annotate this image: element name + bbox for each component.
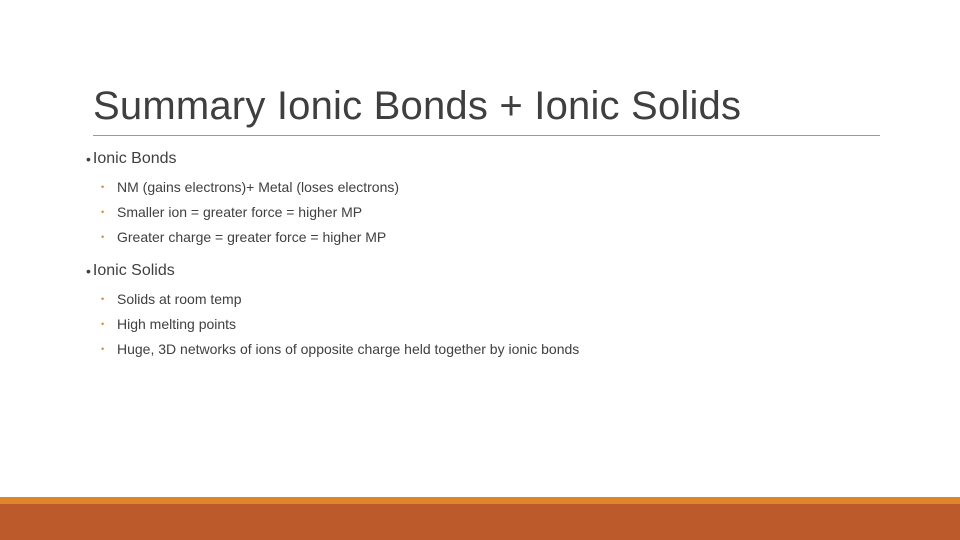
slide-title: Summary Ionic Bonds + Ionic Solids xyxy=(93,84,742,128)
bullet-icon: • xyxy=(101,318,105,329)
list-item xyxy=(86,286,906,311)
section-heading-label: Ionic Solids xyxy=(92,262,175,279)
section-ionic-solids xyxy=(86,261,906,361)
bullet-icon: • xyxy=(101,206,105,217)
bullet-icon: • xyxy=(101,293,105,304)
list-item-text: Huge, 3D networks of ions of opposite charge held together by ionic bonds xyxy=(117,340,580,357)
list-item xyxy=(86,224,906,249)
title-divider xyxy=(93,135,880,136)
section-heading xyxy=(86,149,906,169)
section-heading-label: Ionic Bonds xyxy=(92,150,177,167)
list-item-text: Solids at room temp xyxy=(117,290,242,307)
section-ionic-bonds xyxy=(86,149,906,249)
list-item xyxy=(86,336,906,361)
list-item-text: Smaller ion = greater force = higher MP xyxy=(117,203,363,220)
list-item-text: High melting points xyxy=(117,315,237,332)
list-item xyxy=(86,199,906,224)
bullet-icon: • xyxy=(101,231,105,242)
bullet-icon: • xyxy=(101,181,105,192)
section-heading xyxy=(86,261,906,281)
list-item xyxy=(86,311,906,336)
bullet-list xyxy=(86,174,906,249)
bullet-icon: • xyxy=(86,151,91,167)
list-item-text: Greater charge = greater force = higher MP xyxy=(117,228,387,245)
bullet-icon: • xyxy=(86,263,91,279)
list-item-text: NM (gains electrons)+ Metal (loses electrons) xyxy=(117,178,400,195)
list-item xyxy=(86,174,906,199)
footer-accent-stripe xyxy=(0,497,960,504)
bullet-icon: • xyxy=(101,343,105,354)
footer-band xyxy=(0,504,960,540)
bullet-list xyxy=(86,286,906,361)
